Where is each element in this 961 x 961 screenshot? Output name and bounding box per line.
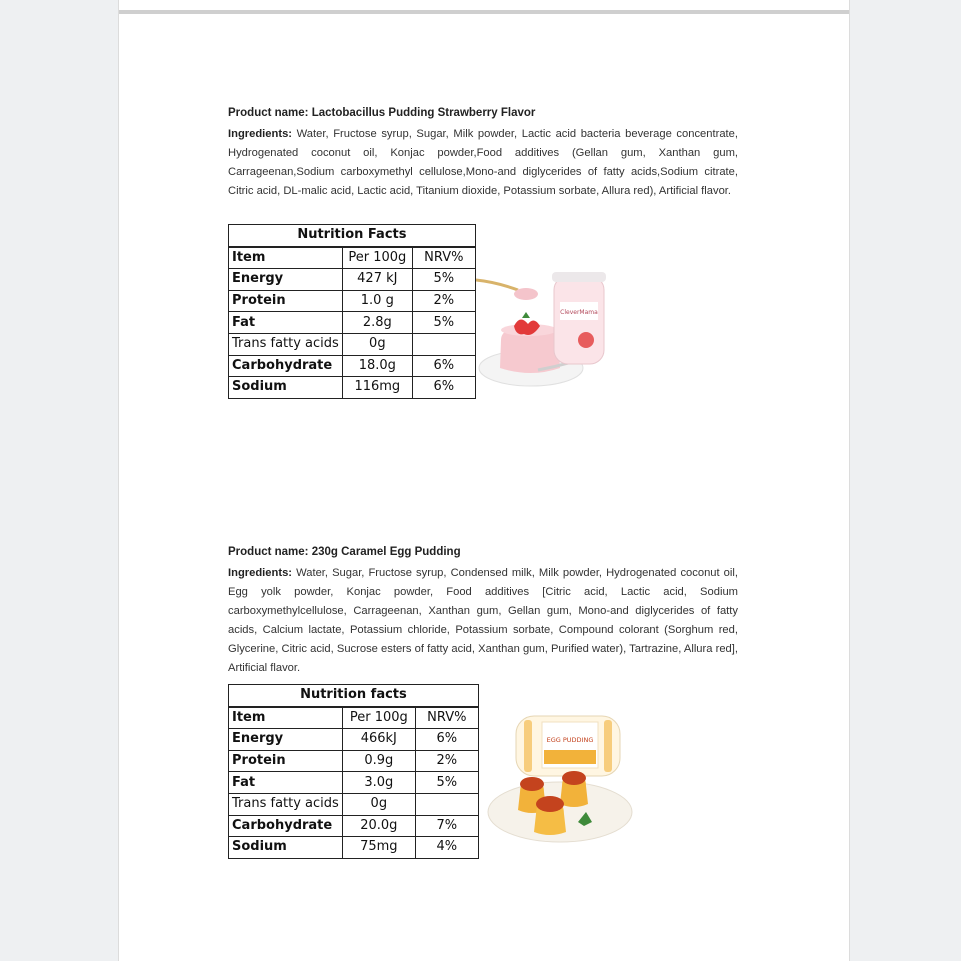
table-row — [229, 269, 476, 291]
pack-label-band — [544, 750, 596, 764]
product-section-1 — [228, 106, 738, 201]
row-item: Fat — [229, 312, 343, 334]
row-item: Carbohydrate — [229, 355, 343, 377]
row-nrv: 2% — [412, 290, 475, 312]
row-nrv: 5% — [412, 312, 475, 334]
product-name: Product name: Lactobacillus Pudding Strawberry Flavor — [228, 107, 536, 119]
row-nrv: 5% — [415, 772, 478, 794]
column-header-per100g: Per 100g — [342, 247, 412, 269]
row-value: 3.0g — [342, 772, 415, 794]
nutrition-table-title: Nutrition facts — [229, 685, 479, 707]
table-row — [229, 729, 479, 751]
row-nrv: 5% — [412, 269, 475, 291]
strawberry-leaf — [522, 312, 530, 318]
row-item: Energy — [229, 269, 343, 291]
ingredients-label: Ingredients: — [228, 128, 293, 140]
page-top-border — [119, 10, 849, 14]
pack-label-text: EGG PUDDING — [546, 736, 594, 744]
table-row — [229, 772, 479, 794]
row-nrv: 6% — [415, 729, 478, 751]
caramel-right — [562, 771, 586, 785]
product-section-2 — [228, 545, 738, 678]
row-nrv: 7% — [415, 815, 478, 837]
row-nrv: 2% — [415, 750, 478, 772]
row-item: Energy — [229, 729, 343, 751]
row-item: Sodium — [229, 837, 343, 859]
nutrition-table-2 — [228, 684, 479, 859]
row-nrv — [415, 793, 478, 815]
row-item: Carbohydrate — [229, 815, 343, 837]
pack-cup-left — [524, 720, 532, 772]
row-item: Fat — [229, 772, 343, 794]
table-row — [229, 793, 479, 815]
pack-cup-right — [604, 720, 612, 772]
column-header-nrv: NRV% — [412, 247, 475, 269]
nutrition-table-1 — [228, 224, 476, 399]
spoon-bowl — [514, 288, 538, 300]
row-nrv: 6% — [412, 355, 475, 377]
cup-strawberry — [578, 332, 594, 348]
column-header-nrv: NRV% — [415, 707, 478, 729]
table-header-row — [229, 247, 476, 269]
table-row — [229, 815, 479, 837]
ingredients-list: Water, Sugar, Fructose syrup, Condensed milk, Milk powder, Hydrogenated coconut oil, Egg yolk powder, Konjac powder, Food additives [Citric acid, Lactic acid, Sodium carboxymethylcellulose, Carrageenan, Xanthan gum, Gellan gum, Mono-and diglycerides of fatty acids, Calcium lactate, Potassium chloride, Potassium sorbate, Compound colorant (Sorghum red, Glycerine, Citric acid, Sucrose esters of fatty acid, Xanthan gum, Purified water), Tartrazine, Allura red], Artificial flavor. — [228, 567, 738, 674]
row-item: Sodium — [229, 377, 343, 399]
row-value: 75mg — [342, 837, 415, 859]
ingredients-text — [228, 564, 738, 678]
row-value: 18.0g — [342, 355, 412, 377]
table-row — [229, 312, 476, 334]
cup-lid — [552, 272, 606, 282]
spoon-handle — [476, 280, 518, 290]
row-value: 0g — [342, 333, 412, 355]
column-header-item: Item — [229, 707, 343, 729]
table-row — [229, 750, 479, 772]
row-value: 116mg — [342, 377, 412, 399]
row-value: 1.0 g — [342, 290, 412, 312]
caramel-left — [520, 777, 544, 791]
table-row — [229, 377, 476, 399]
row-item: Trans fatty acids — [229, 793, 343, 815]
column-header-item: Item — [229, 247, 343, 269]
column-header-per100g: Per 100g — [342, 707, 415, 729]
strawberry-pudding-image — [476, 268, 611, 393]
row-item: Trans fatty acids — [229, 333, 343, 355]
row-value: 427 kJ — [342, 269, 412, 291]
row-nrv: 4% — [415, 837, 478, 859]
row-value: 466kJ — [342, 729, 415, 751]
caramel-front — [536, 796, 564, 812]
table-row — [229, 355, 476, 377]
table-header-row — [229, 707, 479, 729]
ingredients-list: Water, Fructose syrup, Sugar, Milk powder, Lactic acid bacteria beverage concentrate, Hydrogenated coconut oil, Konjac powder,Food additives (Gellan gum, Xanthan gum, Carrageenan,Sodium carboxymethyl cellulose,Mono-and diglycerides of fatty acids,Sodium citrate, Citric acid, DL-malic acid, Lactic acid, Titanium dioxide, Potassium sorbate, Allura red), Artificial flavor. — [228, 128, 738, 197]
nutrition-table-title: Nutrition Facts — [229, 225, 476, 247]
table-row — [229, 837, 479, 859]
row-item: Protein — [229, 290, 343, 312]
cup-brand-text: CleverMama — [560, 309, 598, 316]
row-nrv: 6% — [412, 377, 475, 399]
ingredients-label: Ingredients: — [228, 567, 293, 579]
table-row — [229, 333, 476, 355]
product-name: Product name: 230g Caramel Egg Pudding — [228, 546, 461, 558]
table-row — [229, 290, 476, 312]
egg-pudding-image — [486, 712, 634, 847]
row-value: 0g — [342, 793, 415, 815]
row-value: 2.8g — [342, 312, 412, 334]
row-value: 20.0g — [342, 815, 415, 837]
row-value: 0.9g — [342, 750, 415, 772]
row-nrv — [412, 333, 475, 355]
ingredients-text — [228, 125, 738, 201]
row-item: Protein — [229, 750, 343, 772]
